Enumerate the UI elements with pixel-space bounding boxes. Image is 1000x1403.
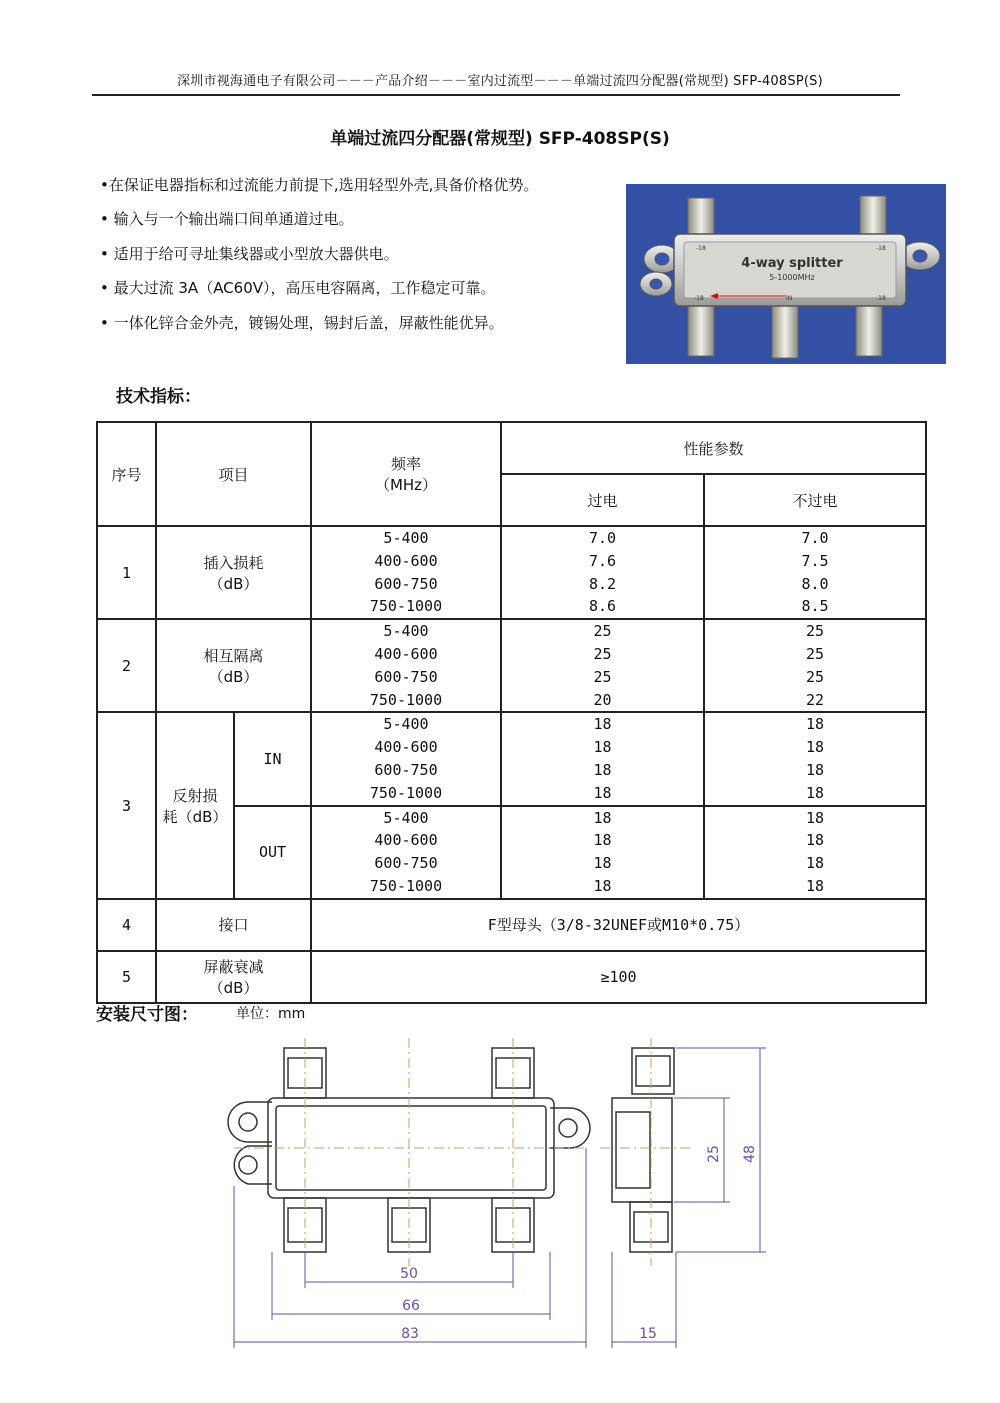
dimension-drawing xyxy=(220,1036,780,1356)
header-freq-label: 频率 xyxy=(390,455,421,473)
feature-item: • 适用于给可寻址集线器或小型放大器供电。 xyxy=(100,245,399,263)
sub-label-in: IN xyxy=(234,712,311,805)
pass-values: 7.0 7.6 8.2 8.6 xyxy=(588,529,617,616)
pass-cell xyxy=(501,712,704,805)
freq-cell xyxy=(311,526,501,619)
dim-50: 50 xyxy=(400,1266,418,1282)
nopass-cell xyxy=(704,712,926,805)
header-pass: 过电 xyxy=(501,474,704,526)
dim-25: 25 xyxy=(706,1145,722,1163)
row-seq: 4 xyxy=(97,899,156,951)
row-seq: 3 xyxy=(97,712,156,898)
port-mark: -18 xyxy=(876,245,886,252)
freq-cell xyxy=(311,806,501,899)
photo-sublabel: 5-1000MHz xyxy=(769,273,815,282)
row-seq: 1 xyxy=(97,526,156,619)
port-mark: -18 xyxy=(694,295,704,302)
nopass-values: 18 18 18 18 xyxy=(805,808,825,895)
product-photo xyxy=(626,184,946,364)
row-item xyxy=(156,619,311,712)
freq-list: 5-400 400-600 600-750 750-1000 xyxy=(369,808,443,895)
row-seq: 2 xyxy=(97,619,156,712)
feature-item: •在保证电器指标和过流能力前提下,选用轻型外壳,具备价格优势。 xyxy=(100,176,539,194)
port-mark: IN xyxy=(786,295,793,302)
row-item-name: 相互隔离 xyxy=(203,646,264,665)
row-item-unit: （dB） xyxy=(208,978,259,997)
sub-label-out: OUT xyxy=(234,806,311,899)
nopass-cell xyxy=(704,806,926,899)
freq-cell xyxy=(311,619,501,712)
dimension-unit: 单位：mm xyxy=(236,1006,306,1022)
freq-list: 5-400 400-600 600-750 750-1000 xyxy=(369,715,443,802)
photo-label: 4-way splitter xyxy=(741,256,843,271)
header-item: 项目 xyxy=(156,422,311,526)
nopass-values: 7.0 7.5 8.0 8.5 xyxy=(801,529,829,616)
row-item-name: 屏蔽衰减 xyxy=(203,957,264,976)
table-row xyxy=(97,526,926,619)
pass-values: 18 18 18 18 xyxy=(593,808,612,895)
freq-list: 5-400 400-600 600-750 750-1000 xyxy=(369,622,443,709)
table-row xyxy=(97,951,926,1003)
feature-item: • 最大过流 3A（AC60V），高压电容隔离，工作稳定可靠。 xyxy=(100,279,496,297)
dim-48: 48 xyxy=(742,1145,758,1163)
row-seq: 5 xyxy=(97,951,156,1003)
shielding-value: ≥100 xyxy=(311,951,926,1003)
feature-item: • 输入与一个输出端口间单通道过电。 xyxy=(100,210,354,228)
nopass-cell xyxy=(704,526,926,619)
header-rule xyxy=(92,94,900,96)
port-mark: -18 xyxy=(876,295,886,302)
page-header: 深圳市视海通电子有限公司－－－产品介绍－－－室内过流型－－－单端过流四分配器(常规型) SFP-408SP(S) xyxy=(177,74,823,89)
spec-heading: 技术指标： xyxy=(116,387,201,407)
connector-value: F型母头（3/8-32UNEF或M10*0.75） xyxy=(311,899,926,951)
row-item-unit: （dB） xyxy=(208,574,259,593)
row-item-unit: （dB） xyxy=(208,667,259,686)
nopass-cell xyxy=(704,619,926,712)
row-item xyxy=(156,526,311,619)
row-item-name: 接口 xyxy=(156,899,311,951)
header-freq xyxy=(311,422,501,526)
table-row xyxy=(97,899,926,951)
dimension-heading: 安装尺寸图： xyxy=(96,1005,198,1025)
row-item-name: 反射损 耗（dB） xyxy=(156,712,234,898)
header-freq-unit: （MHz） xyxy=(374,476,438,494)
freq-list: 5-400 400-600 600-750 750-1000 xyxy=(369,529,443,616)
nopass-values: 18 18 18 18 xyxy=(805,715,825,802)
pass-cell xyxy=(501,619,704,712)
nopass-values: 25 25 25 22 xyxy=(805,622,825,709)
freq-cell xyxy=(311,712,501,805)
table-row xyxy=(97,619,926,712)
spec-table xyxy=(96,421,927,1004)
feature-item: • 一体化锌合金外壳，镀锡处理，锡封后盖，屏蔽性能优异。 xyxy=(100,314,504,332)
pass-cell xyxy=(501,806,704,899)
header-seq: 序号 xyxy=(97,422,156,526)
pass-values: 18 18 18 18 xyxy=(593,715,612,802)
pass-cell xyxy=(501,526,704,619)
row-item xyxy=(156,951,311,1003)
header-perf: 性能参数 xyxy=(501,422,926,474)
dim-83: 83 xyxy=(401,1326,419,1342)
product-title: 单端过流四分配器(常规型) SFP-408SP(S) xyxy=(330,129,670,149)
port-mark: -18 xyxy=(696,245,706,252)
header-nopass: 不过电 xyxy=(704,474,926,526)
row-item-name: 插入损耗 xyxy=(203,553,264,572)
dim-66: 66 xyxy=(402,1298,420,1314)
dim-15: 15 xyxy=(639,1326,657,1342)
table-row xyxy=(97,712,926,805)
pass-values: 25 25 25 20 xyxy=(593,622,612,709)
